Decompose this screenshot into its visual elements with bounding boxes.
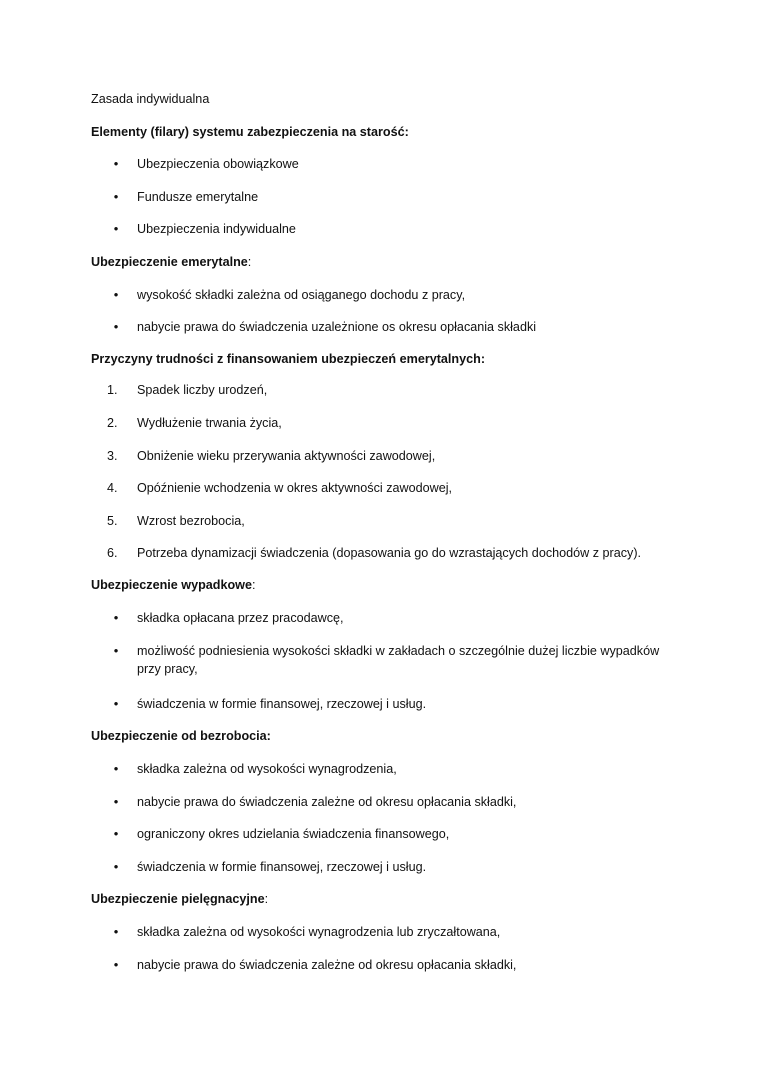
section-heading-care <box>91 891 268 907</box>
bullet-icon: • <box>113 287 119 302</box>
list-item: nabycie prawa do świadczenia uzależnione os okresu opłacania składki <box>137 320 537 334</box>
bullet-icon: • <box>113 957 119 972</box>
list-number: 2. <box>107 416 118 430</box>
list-item: Potrzeba dynamizacji świadczenia (dopasowania go do wzrastających dochodów z pracy). <box>137 546 642 560</box>
bullet-icon: • <box>113 794 119 809</box>
list-item: składka zależna od wysokości wynagrodzenia, <box>137 762 397 776</box>
bullet-icon: • <box>113 156 119 171</box>
section-heading-text: Ubezpieczenie pielęgnacyjne <box>91 892 265 906</box>
section-heading-accident <box>91 577 255 593</box>
intro-text: Zasada indywidualna <box>91 92 210 106</box>
list-item: nabycie prawa do świadczenia zależne od okresu opłacania składki, <box>137 795 517 809</box>
list-number: 6. <box>107 546 118 560</box>
bullet-icon: • <box>113 826 119 841</box>
list-item: Ubezpieczenia indywidualne <box>137 222 296 236</box>
list-item: świadczenia w formie finansowej, rzeczowej i usług. <box>137 860 427 874</box>
section-heading-pillars: Elementy (filary) systemu zabezpieczenia na starość: <box>91 125 409 139</box>
list-number: 3. <box>107 449 118 463</box>
list-item: Wzrost bezrobocia, <box>137 514 245 528</box>
bullet-icon: • <box>113 610 119 625</box>
bullet-icon: • <box>113 696 119 711</box>
list-item: Obniżenie wieku przerywania aktywności zawodowej, <box>137 449 436 463</box>
section-heading-unemployment: Ubezpieczenie od bezrobocia: <box>91 729 271 743</box>
heading-colon: : <box>251 578 256 592</box>
list-item: składka opłacana przez pracodawcę, <box>137 611 344 625</box>
heading-colon: : <box>247 255 252 269</box>
section-heading-causes: Przyczyny trudności z finansowaniem ubezpieczeń emerytalnych: <box>91 352 486 366</box>
section-heading-pension <box>91 254 251 270</box>
list-item: Opóźnienie wchodzenia w okres aktywności zawodowej, <box>137 481 453 495</box>
bullet-icon: • <box>113 319 119 334</box>
list-number: 4. <box>107 481 118 495</box>
list-item: Wydłużenie trwania życia, <box>137 416 282 430</box>
bullet-icon: • <box>113 761 119 776</box>
list-item: możliwość podniesienia wysokości składki w zakładach o szczególnie dużej liczbie wypadków przy pracy, <box>137 644 660 676</box>
list-number: 1. <box>107 383 118 397</box>
list-item: nabycie prawa do świadczenia zależne od okresu opłacania składki, <box>137 958 517 972</box>
bullet-icon: • <box>113 189 119 204</box>
section-heading-text: Ubezpieczenie wypadkowe <box>91 578 252 592</box>
heading-colon: : <box>264 892 269 906</box>
list-item: ograniczony okres udzielania świadczenia finansowego, <box>137 827 450 841</box>
list-item: wysokość składki zależna od osiąganego dochodu z pracy, <box>137 288 466 302</box>
bullet-icon: • <box>113 859 119 874</box>
bullet-icon: • <box>113 221 119 236</box>
list-item: Ubezpieczenia obowiązkowe <box>137 157 299 171</box>
list-item: Fundusze emerytalne <box>137 190 259 204</box>
bullet-icon: • <box>113 924 119 939</box>
section-heading-text: Ubezpieczenie emerytalne <box>91 255 248 269</box>
bullet-icon: • <box>113 643 119 658</box>
list-item: Spadek liczby urodzeń, <box>137 383 268 397</box>
list-number: 5. <box>107 514 118 528</box>
list-item: świadczenia w formie finansowej, rzeczowej i usług. <box>137 697 427 711</box>
list-item: składka zależna od wysokości wynagrodzenia lub zryczałtowana, <box>137 925 501 939</box>
